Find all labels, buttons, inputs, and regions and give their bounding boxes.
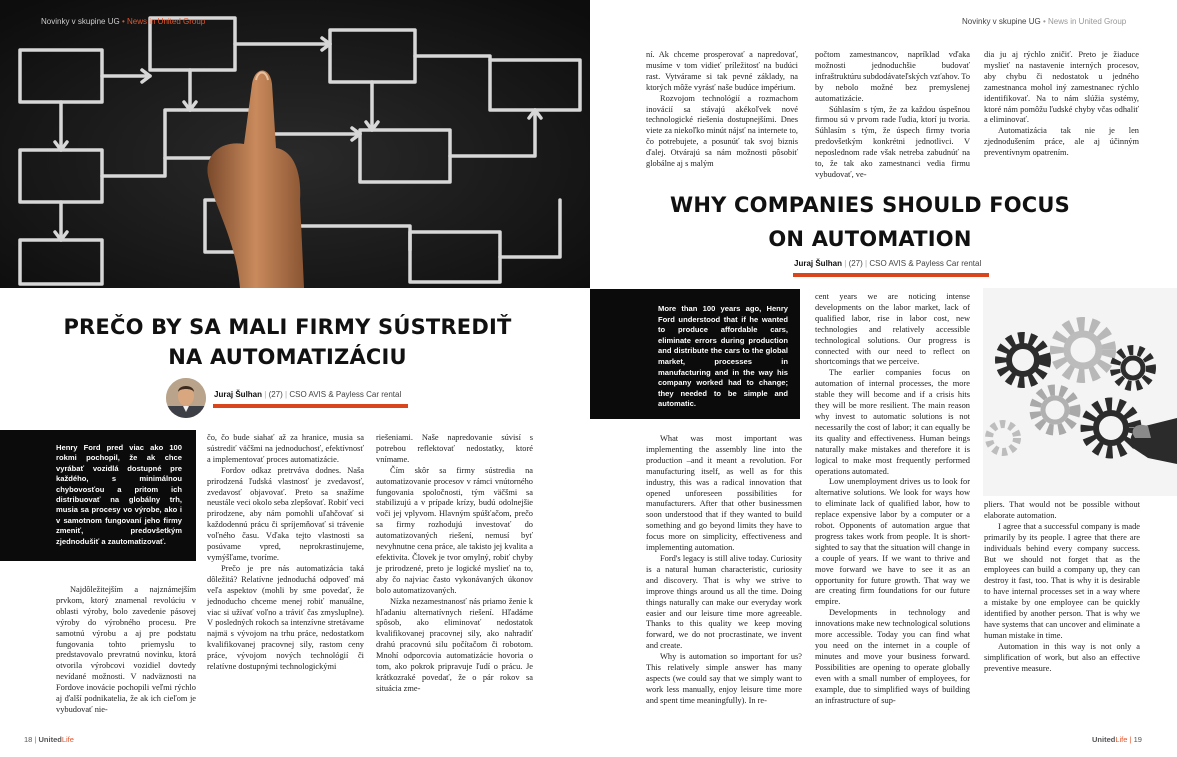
- article-title-en: [640, 188, 1100, 256]
- brand-name: United: [38, 735, 62, 744]
- author-age: (27): [848, 259, 863, 268]
- brand-name: United: [1092, 735, 1116, 744]
- paragraph: Čím skôr sa firmy sústredia na automatizovanie procesov v rámci vnútorného fungovania spoločnosti, tým väčšmi sa stabilizujú a v prípade krízy, budú odolnejšie voči jej vplyvom. Hlavným spúšťačom, prečo sa firmy rozhodujú investovať do automatizovaných riešení, nemusí byť nevyhnutne cena práce, ale takisto jej kvalita a efektivita. Človek je tvor omylný, robiť chyby je prirodzené, preto je logické myslieť na to, aby čo najviac často vykonávaných úkonov bolo automatizovaných.: [376, 465, 533, 595]
- author-name: Juraj Šulhan: [214, 390, 263, 399]
- person-icon: [166, 378, 206, 418]
- header-bullet: •: [121, 17, 125, 26]
- column-en-1: [646, 434, 802, 707]
- paragraph: The earlier companies focus on automation of internal processes, the more stable they will become and if a crisis hits they will be more resilient. The main reason why invest to automatic solutions is not necessarily the cost of labor; it can equally be its quality and effectiveness. Human beings naturally make mistakes and therefore it is logical to make most frequently performed operations automated.: [815, 368, 970, 476]
- section-header-right: [962, 17, 1126, 26]
- header-bullet: •: [1042, 17, 1046, 26]
- paragraph: riešeniami. Naše napredovanie súvisí s potrebou reflektovať nedostatky, ktoré vnímame.: [376, 433, 533, 464]
- paragraph: počtom zamestnancov, napríklad vďaka možnosti jednoduchšie budovať infraštruktúru subdodávateľských vzťahov. To by nebolo možné bez premyslenej automatizácie.: [815, 50, 971, 103]
- footer-right: [1092, 735, 1142, 744]
- byline-rule: [213, 404, 408, 408]
- title-line-2: ON AUTOMATION: [768, 227, 972, 251]
- column-en-2: [815, 292, 970, 706]
- brand-name-2: Life: [61, 735, 74, 744]
- paragraph: Ford's legacy is still alive today. Curiosity is a natural human characteristic, curiosity and discovery. That is why we strive to improve things around us all the time. Doing things naturally can make our everyday work easier and our leisure time more agreeable. Thanks to this quality we keep moving forward, we do not procrastinate, we invent and create.: [646, 553, 802, 651]
- gears-icon: [983, 288, 1177, 496]
- flowchart-drawing: [0, 0, 590, 288]
- author-age: (27): [268, 390, 283, 399]
- lead-box-sk: [0, 430, 196, 561]
- column-sk-3: [376, 433, 533, 695]
- author-byline: Juraj Šulhan | (27) | CSO AVIS & Payless Car rental: [214, 390, 402, 399]
- section-header: [41, 17, 205, 26]
- paragraph: I agree that a successful company is made primarily by its people. I agree that there are individuals behind every company success. But we should not forget that as the employees can build a company up, they can destroy it fast, too. That is why it is desirable to have internal processes set in a way where a mistake by one employee can be quickly identified by another person. That is why we have systems that can uncover and eliminate a human mistake in time.: [984, 521, 1140, 640]
- footer-left: [24, 735, 74, 744]
- lead-box-en: [590, 289, 800, 419]
- header-cz: Novinky v skupine UG: [41, 17, 120, 26]
- title-line-2: NA AUTOMATIZÁCIU: [168, 345, 407, 369]
- article-title-sk: [30, 312, 545, 372]
- gears-image: [983, 288, 1177, 496]
- lead-text-en: More than 100 years ago, Henry Ford understood that if he wanted to produce affordable cars, eliminate errors during production and distribute the cars to the global market, processes in manufacturing and in the way his company worked had to change; they needed to be simple and automatic.: [658, 304, 788, 409]
- author-role: CSO AVIS & Payless Car rental: [289, 390, 402, 399]
- column-en-3: [984, 500, 1140, 675]
- footer-sep: |: [34, 735, 37, 744]
- footer-sep: |: [1129, 735, 1132, 744]
- paragraph: Súhlasím s tým, že za každou úspešnou firmou sú v prvom rade ľudia, ktorí ju tvoria. Súhlasím s tým, že úspech firmy tvoria predovšetkým konkrétni jednotlivci. V neposlednom rade však netreba zabudnúť na to, že tak ako zamestnanci vedia firmu vybudovať, ve-: [815, 104, 970, 179]
- author-role: CSO AVIS & Payless Car rental: [869, 259, 982, 268]
- page-number: 19: [1133, 735, 1142, 744]
- brand-name-2: Life: [1115, 735, 1128, 744]
- header-en: News in United Group: [126, 17, 206, 26]
- paragraph: Automation in this way is not only a simplification of work, but also an effective preventive measure.: [984, 641, 1140, 673]
- title-line-1: PREČO BY SA MALI FIRMY SÚSTREDIŤ: [63, 315, 512, 339]
- column-sk-5: [815, 50, 970, 181]
- paragraph: Why is automation so important for us? This relatively simple answer has many aspects (we could say that we simply want to work less manually, enjoy leisure time more and spent time meaningfully). In re-: [646, 652, 802, 705]
- paragraph: Automatizácia tak nie je len zjednodušením práce, ale aj účinným preventívnym opatrením.: [984, 126, 1139, 158]
- page-number: 18: [24, 735, 33, 744]
- paragraph: dia ju aj rýchlo zničiť. Preto je žiaduce myslieť na nastavenie interných procesov, aby chybu či nedostatok u jedného zamestnanca mohol iný zamestnanec rýchlo identifikovať. Na to nám slúžia systémy, ktoré nám pomôžu ľudské chyby včas odhaliť a eliminovať.: [984, 50, 1139, 125]
- author-avatar: [166, 378, 206, 418]
- paragraph: Developments in technology and innovations make new technological solutions more accessible. Today you can find what you need on the internet in a couple of minutes and move your business forward. Possibilities are opening to operate globally even with a small number of employees, for example, due to simplified ways of building an infrastructure of sup-: [815, 608, 970, 705]
- hero-flowchart-image: [0, 0, 590, 288]
- header-en: News in United Group: [1047, 17, 1127, 26]
- paragraph: čo, čo bude siahať až za hranice, musia sa sústrediť väčšmi na jednoduchosť, efektívnosť a implementovať proces automatizácie.: [207, 433, 364, 464]
- author-name: Juraj Šulhan: [794, 259, 843, 268]
- column-sk-2: [207, 433, 364, 673]
- column-sk-1: [56, 585, 196, 716]
- byline-rule-right: [793, 273, 989, 277]
- paragraph: ní. Ak chceme prosperovať a napredovať, musíme v tom vidieť príležitosť na budúci rast. Vytvárame si tak pevné základy, na ktorých môže vyrásť naše budúce impérium.: [646, 50, 798, 92]
- paragraph: Low unemployment drives us to look for alternative solutions. We look for ways how to eliminate lack of qualified labor, how to replace expensive labor by a computer or a robot. Opponents of automation argue that progress takes work from people. It is short-sighted to say that the situation will change in a couple of years. If we want to thrive and move forward we have to see it as an opportunity for future growth. That way we are creating firm foundations for our future empire.: [815, 477, 970, 607]
- paragraph: What was most important was implementing the assembly line into the production –and it meant a revolution. For manufacturing itself, as well as for this industry, this was a radical innovation that opened unforeseen possibilities for manufacturers. After that other businessmen soon understood that if they wanted to build something and go beyond limits they have to focus more on simplicity, effectiveness and implementing automation.: [646, 434, 802, 553]
- lead-text-sk: Henry Ford pred viac ako 100 rokmi pochopil, že ak chce vyrábať vozidlá dostupné pre každého, s minimálnou chybovosťou a pritom ich distribuovať na globálny trh, musia sa procesy vo výrobe, ako i v samotnom fungovaní jeho firmy zmeniť, predovšetkým zjednodušiť a zautomatizovať.: [56, 443, 182, 546]
- paragraph: Rozvojom technológií a rozmachom inovácií sa stávajú akékoľvek nové technologické riešenia dostupnejšími. Dnes viete za niekoľko minút nájsť na internete to, čo potrebujete, a posunúť tak svoj biznis ďalej. Otvárajú sa nám možnosti pôsobiť globálne aj s malým: [646, 93, 798, 169]
- column-sk-4: [646, 50, 798, 170]
- paragraph: Fordov odkaz pretrváva dodnes. Naša prirodzená ľudská vlastnosť je zvedavosť, zvedavosť objavovať. Preto sa snažíme neustále veci okolo seba zlepšovať. Robiť veci prirodzene, aby nám pomohli uľahčovať si každodennú prácu či spríjemňovať si trávenie voľného času. Vďaka tejto vlastnosti sa posúvame vpred, neprokrastinujeme, vymýšľame, tvoríme.: [207, 465, 364, 562]
- paragraph: Prečo je pre nás automatizácia taká dôležitá? Relatívne jednoduchá odpoveď má veľa aspektov (mohli by sme povedať, že jednoducho chceme menej robiť manuálne, viac si užívať voľno a tráviť čas zmysluplne). V posledných rokoch sa intenzívne stretávame najmä s vývojom na trhu práce, nedostatkom kvalifikovanej pracovnej sily, rastom ceny práce, vývojom nových technológií či relatívne dostupnými technologickými: [207, 563, 364, 672]
- header-cz: Novinky v skupine UG: [962, 17, 1041, 26]
- paragraph: Najdôležitejším a najznámejším prvkom, ktorý znamenal revolúciu v oblasti výroby, bolo zavedenie pásovej výroby do výrobného procesu. Pre samotnú výrobu a aj pre podstatu fungovania tohto priemyslu to predstavovalo prevratnú novinku, ktorá otvorila výrobcovi vozidiel dovtedy nevídané možnosti. V nadväznosti na Fordove inovácie pochopili veľmi rýchlo aj ďalší podnikatelia, že ak ich cieľom je vybudovať nie-: [56, 585, 196, 714]
- column-sk-6: [984, 50, 1139, 159]
- author-byline-right: Juraj Šulhan | (27) | CSO AVIS & Payless Car rental: [794, 259, 982, 268]
- paragraph: Nízka nezamestnanosť nás priamo ženie k hľadaniu alternatívnych riešení. Hľadáme spôsob, ako eliminovať nedostatok kvalifikovanej pracovnej sily, ako nahradiť drahú pracovnú silu počítačom či robotom. Mnohí odporcovia automatizácie hovoria o tom, ako pokrok pripravuje ľudí o prácu. Je krátkozraké povedať, že o pár rokov sa situácia zme-: [376, 596, 533, 693]
- paragraph: pliers. That would not be possible without elaborate automation.: [984, 500, 1140, 520]
- paragraph: cent years we are noticing intense developments on the labor market, lack of qualified labor, rise in labor cost, new technologies and relatively accessible technological solutions. Our progress is connected with our need to reflect on shortcomings that we perceive.: [815, 292, 970, 367]
- title-line-1: WHY COMPANIES SHOULD FOCUS: [669, 193, 1071, 217]
